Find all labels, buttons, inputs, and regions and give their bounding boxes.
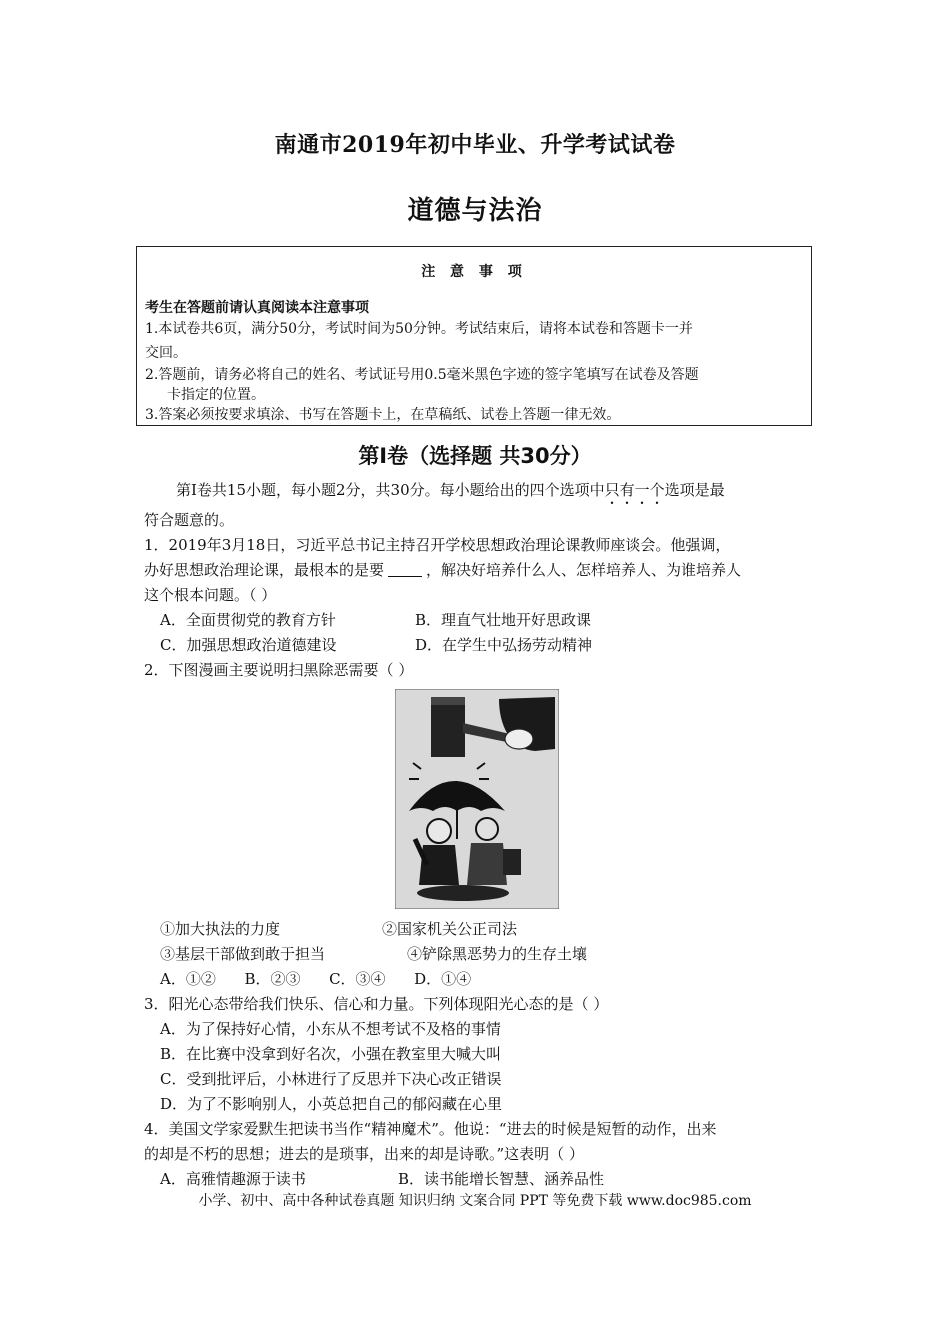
cartoon-container <box>144 689 810 909</box>
q1-line-2b: ，解决好培养什么人、怎样培养人、为谁培养人 <box>426 561 742 579</box>
notice-subtitle: 考生在答题前请认真阅读本注意事项 <box>145 300 369 316</box>
exam-title: 南通市2019年初中毕业、升学考试试卷 <box>274 132 676 158</box>
q2-statement-3: ③基层干部做到敢于担当 <box>160 945 326 963</box>
q2-statements-row-2 <box>144 942 810 967</box>
q1-option-d: D．在学生中弘扬劳动精神 <box>415 636 593 654</box>
questions-body <box>144 478 810 1192</box>
q1-option-b: B．理直气壮地开好思政课 <box>415 611 592 629</box>
notice-item-1-cont: 交回。 <box>145 345 187 361</box>
q1-line-1: 1．2019年3月18日，习近平总书记主持召开学校思想政治理论课教师座谈会。他强调， <box>144 536 731 554</box>
q3-option-b: B．在比赛中没拿到好名次，小强在教室里大喊大叫 <box>160 1045 502 1063</box>
section-intro-cont: 符合题意的。 <box>144 511 235 529</box>
notice-item-3: 3.答案必须按要求填涂、书写在答题卡上，在草稿纸、试卷上答题一律无效。 <box>145 407 621 423</box>
q2-statements-row-1 <box>144 917 810 942</box>
notice-item-2-cont: 卡指定的位置。 <box>167 387 265 403</box>
answer-blank <box>388 560 422 577</box>
section-intro <box>144 478 810 508</box>
q1-line-2a: 办好思想政治理论课，最根本的是要 <box>144 561 385 579</box>
q4-options-row-1 <box>144 1167 810 1192</box>
q3-stem: 3．阳光心态带给我们快乐、信心和力量。下列体现阳光心态的是（ ） <box>144 995 609 1013</box>
notice-box <box>136 246 812 426</box>
q3-option-a: A．为了保持好心情，小东从不想考试不及格的事情 <box>160 1020 501 1038</box>
notice-item-1: 1.本试卷共6页，满分50分，考试时间为50分钟。考试结束后，请将本试卷和答题卡一并 <box>145 321 693 337</box>
q1-option-a: A．全面贯彻党的教育方针 <box>160 611 336 629</box>
q1-options-row-2 <box>144 633 810 658</box>
q2-statement-2: ②国家机关公正司法 <box>382 920 518 938</box>
q3-option-d: D．为了不影响别人，小英总把自己的郁闷藏在心里 <box>160 1095 503 1113</box>
q2-stem: 2．下图漫画主要说明扫黑除恶需要（ ） <box>144 661 414 679</box>
q4-line-1: 4．美国文学家爱默生把读书当作“精神魔术”。他说：“进去的时候是短暂的动作，出来 <box>144 1120 717 1138</box>
q2-statement-4: ④铲除黑恶势力的生存土壤 <box>407 945 588 963</box>
q4-option-a: A．高雅情趣源于读书 <box>160 1170 306 1188</box>
intro-text-a: 第Ⅰ卷共15小题，每小题2分，共30分。每小题给出的四个选项中 <box>176 481 605 499</box>
q4-line-2: 的却是不朽的思想；进去的是琐事，出来的却是诗歌。”这表明（ ） <box>144 1145 584 1163</box>
subject-title: 道德与法治 <box>407 196 543 226</box>
intro-text-b: 选项是最 <box>664 481 725 499</box>
q1-line-3: 这个根本问题。（ ） <box>144 586 277 604</box>
section-title: 第Ⅰ卷（选择题 共30分） <box>358 444 592 468</box>
q1-options-row-1 <box>144 608 810 633</box>
q4-option-b: B．读书能增长智慧、涵养品性 <box>398 1170 605 1188</box>
q3-option-c: C．受到批评后，小林进行了反思并下决心改正错误 <box>160 1070 502 1088</box>
q1-option-c: C．加强思想政治道德建设 <box>160 636 337 654</box>
intro-emphasis: 只有一个 <box>604 481 665 499</box>
footer-text: 小学、初中、高中各种试卷真题 知识归纳 文案合同 PPT 等免费下载 www.doc985.com <box>198 1193 752 1209</box>
q1-line-2 <box>144 558 810 583</box>
notice-item-2: 2.答题前，请务必将自己的姓名、考试证号用0.5毫米黑色字迹的签字笔填写在试卷及答题 <box>145 367 699 383</box>
q2-statement-1: ①加大执法的力度 <box>160 920 281 938</box>
q2-options: A．①② B．②③ C．③④ D．①④ <box>160 970 472 988</box>
notice-title: 注 意 事 项 <box>421 264 527 280</box>
cartoon-image <box>395 689 559 909</box>
